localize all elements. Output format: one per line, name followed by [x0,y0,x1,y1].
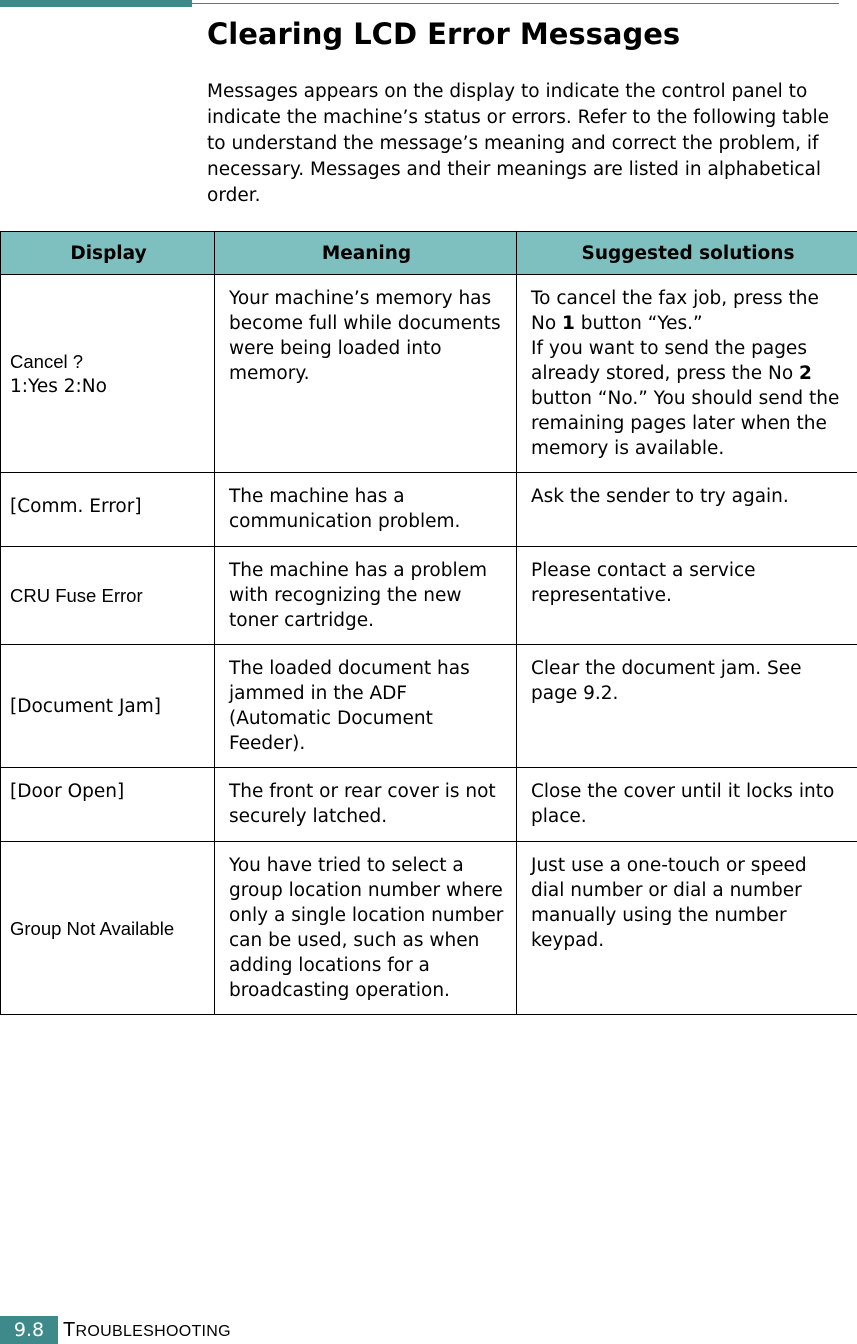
column-header-solutions: Suggested solutions [517,232,857,275]
solution-cell: Just use a one-touch or speed dial number or dial a number manually using the number keypad. [517,842,857,1015]
display-line: Cancel ? [10,350,84,372]
table-header-row [1,232,857,275]
page-title: Clearing LCD Error Messages [207,17,681,51]
solution-cell: Close the cover until it locks into place. [517,768,857,842]
table-row [1,645,857,768]
column-header-display: Display [1,232,215,275]
solution-text: If you want to send the pages already stored, press the No [531,338,807,384]
meaning-cell: The front or rear cover is not securely latched. [215,768,517,842]
solution-cell: Ask the sender to try again. [517,473,857,547]
meaning-cell: The machine has a communication problem. [215,473,517,547]
key-label: 2 [799,363,812,384]
section-initial: T [63,1319,76,1341]
error-messages-table [0,231,857,1015]
solution-text: button “Yes.” [574,313,703,334]
column-header-meaning: Meaning [215,232,517,275]
header-rule [192,3,839,4]
intro-paragraph: Messages appears on the display to indicate the control panel to indicate the machine’s status or errors. Refer to the following table to understand the message’s meaning and correct the problem, if necessary. Messages and their meanings are listed in alphabetical order. [207,81,830,206]
meaning-cell: You have tried to select a group location number where only a single location number can be used, such as when adding locations for a broadcasting operation. [215,842,517,1015]
table-row [1,275,857,473]
section-rest: ROUBLESHOOTING [75,1323,231,1340]
solution-cell [517,275,857,473]
meaning-cell: The loaded document has jammed in the ADF (Automatic Document Feeder). [215,645,517,768]
table-row [1,768,857,842]
display-cell: [Comm. Error] [1,473,215,547]
key-label: 1 [562,313,575,334]
solution-cell: Please contact a service representative. [517,547,857,645]
meaning-cell: The machine has a problem with recognizing the new toner cartridge. [215,547,517,645]
table-row [1,473,857,547]
display-cell: [Door Open] [1,768,215,842]
solution-text: To cancel the fax job, press the No [531,288,819,334]
display-cell [1,275,215,473]
page-number: 9.8 [0,1316,58,1344]
display-cell: [Document Jam] [1,645,215,768]
solution-text: button “No.” You should send the remaining pages later when the memory is available. [531,388,840,459]
display-cell: CRU Fuse Error [1,547,215,645]
section-name [63,1318,231,1344]
meaning-cell: Your machine’s memory has become full while documents were being loaded into memory. [215,275,517,473]
header-accent-bar [0,0,192,7]
display-cell: Group Not Available [1,842,215,1015]
display-line: 1:Yes 2:No [10,375,107,397]
table-row [1,842,857,1015]
table-row [1,547,857,645]
solution-cell: Clear the document jam. See page 9.2. [517,645,857,768]
